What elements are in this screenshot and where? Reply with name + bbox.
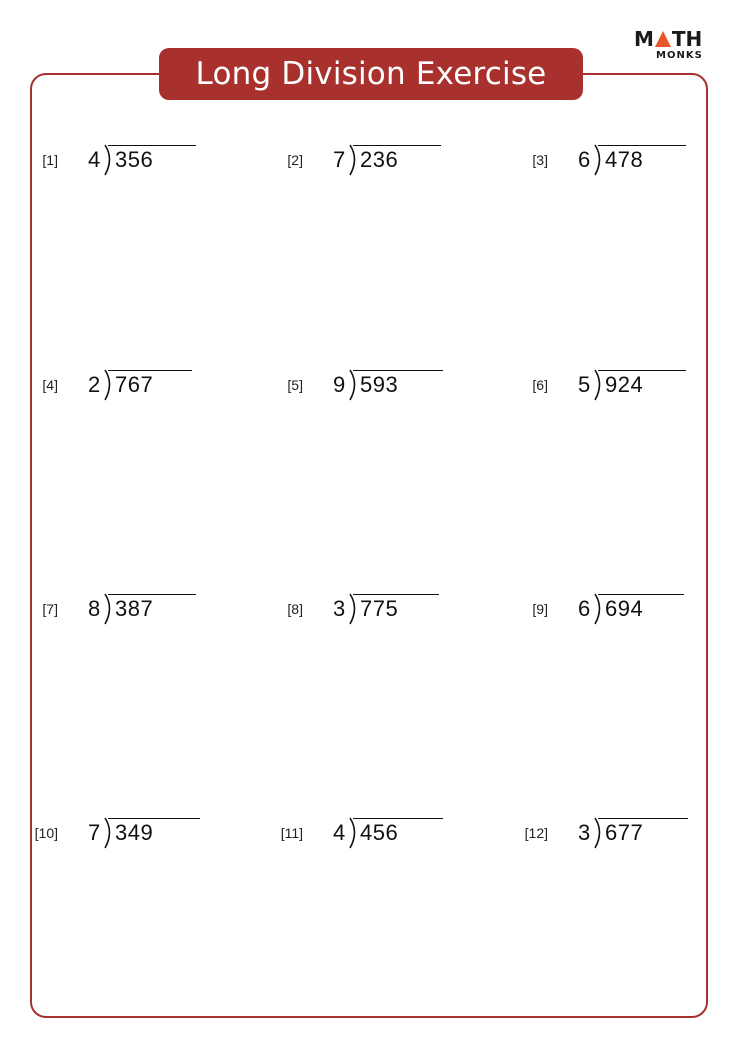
dividend: 694 — [605, 596, 644, 621]
logo-subtitle: MONKS — [656, 50, 703, 61]
division-bracket-icon — [347, 593, 361, 625]
divisor: 2 — [88, 372, 101, 397]
worksheet-title — [159, 48, 583, 100]
division-bracket-icon — [592, 144, 606, 176]
dividend: 456 — [360, 820, 399, 845]
logo-triangle-icon — [655, 31, 671, 47]
divisor: 7 — [333, 147, 346, 172]
division-problem — [490, 146, 710, 186]
dividend: 677 — [605, 820, 644, 845]
worksheet-title-text: Long Division Exercise — [195, 56, 547, 92]
problem-number: [3] — [532, 152, 548, 168]
problem-number: [11] — [280, 825, 303, 841]
problem-number: [12] — [524, 825, 548, 841]
division-problem — [245, 819, 465, 859]
math-monks-logo — [634, 28, 706, 64]
dividend: 356 — [115, 147, 154, 172]
divisor: 6 — [578, 147, 591, 172]
division-bracket-icon — [102, 144, 116, 176]
divisor: 5 — [578, 372, 591, 397]
division-bracket-icon — [592, 817, 606, 849]
dividend: 767 — [115, 372, 154, 397]
problem-number: [5] — [287, 377, 303, 393]
division-problem — [490, 819, 710, 859]
division-problem — [0, 146, 220, 186]
divisor: 8 — [88, 596, 101, 621]
divisor: 4 — [88, 147, 101, 172]
dividend: 478 — [605, 147, 644, 172]
divisor: 7 — [88, 820, 101, 845]
problem-number: [4] — [42, 377, 58, 393]
division-problem — [245, 146, 465, 186]
problem-number: [7] — [42, 601, 58, 617]
dividend: 593 — [360, 372, 399, 397]
division-bracket-icon — [347, 144, 361, 176]
divisor: 3 — [578, 820, 591, 845]
division-bracket-icon — [347, 817, 361, 849]
problem-number: [9] — [532, 601, 548, 617]
logo-word-right: TH — [671, 27, 703, 51]
division-bracket-icon — [102, 817, 116, 849]
divisor: 9 — [333, 372, 346, 397]
division-bracket-icon — [592, 369, 606, 401]
problem-number: [1] — [42, 152, 58, 168]
division-problem — [0, 819, 220, 859]
division-problem — [0, 371, 220, 411]
divisor: 4 — [333, 820, 346, 845]
divisor: 3 — [333, 596, 346, 621]
division-bracket-icon — [592, 593, 606, 625]
logo-word — [634, 28, 702, 50]
division-bracket-icon — [102, 369, 116, 401]
problem-number: [2] — [287, 152, 303, 168]
dividend: 924 — [605, 372, 644, 397]
dividend: 387 — [115, 596, 154, 621]
problem-number: [10] — [34, 825, 58, 841]
problem-number: [6] — [532, 377, 548, 393]
division-problem — [245, 595, 465, 635]
division-bracket-icon — [347, 369, 361, 401]
problem-number: [8] — [287, 601, 303, 617]
dividend: 775 — [360, 596, 399, 621]
division-problem — [490, 595, 710, 635]
worksheet-border — [30, 73, 708, 1018]
division-problem — [245, 371, 465, 411]
division-problem — [0, 595, 220, 635]
dividend: 349 — [115, 820, 154, 845]
division-bracket-icon — [102, 593, 116, 625]
division-problem — [490, 371, 710, 411]
dividend: 236 — [360, 147, 399, 172]
logo-word-left: M — [634, 27, 654, 51]
divisor: 6 — [578, 596, 591, 621]
